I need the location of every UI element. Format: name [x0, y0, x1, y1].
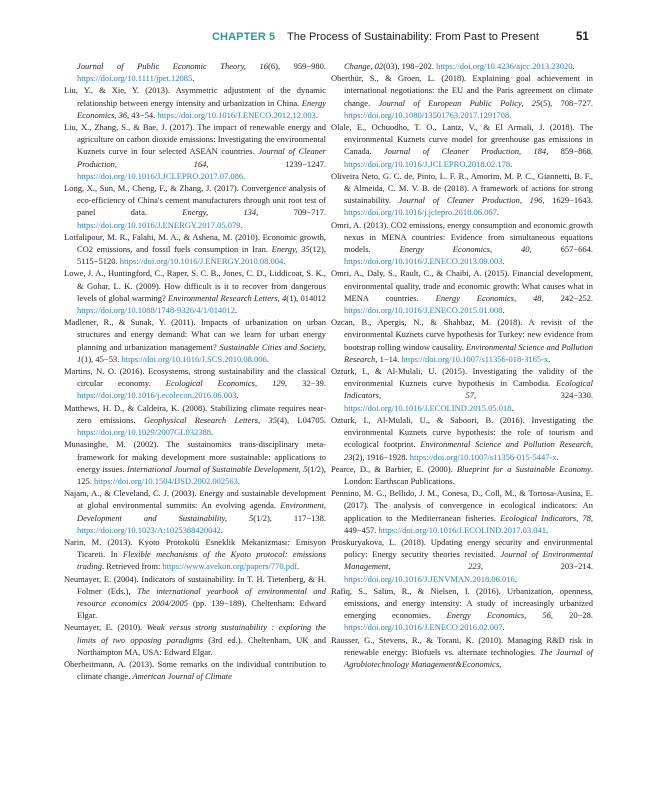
reference-details: , 449−457. — [344, 512, 593, 535]
reference-entry — [331, 634, 593, 671]
reference-details: , 859−868. — [546, 146, 593, 157]
reference-source: Energy, 134 — [182, 207, 257, 218]
reference-doi-link[interactable]: https://doi.org/10.1504/IJSD.2002.002563 — [94, 475, 238, 486]
reference-text: Proskuryakova, L. (2018). Updating energy security and environmental policy: Energy security theories revisited. — [331, 536, 593, 560]
reference-source: Journal of Cleaner Production, 184 — [383, 146, 547, 157]
chapter-label: CHAPTER 5 — [212, 31, 276, 43]
reference-entry — [64, 316, 326, 365]
reference-entry — [64, 536, 326, 573]
reference-source: Environmental Science and Pollution Research, 23 — [344, 439, 593, 462]
reference-source: Journal of Environmental Management, 223 — [344, 549, 593, 572]
reference-end: . — [572, 61, 575, 71]
reference-source: International Journal of Sustainable Development, 5 — [127, 463, 308, 474]
reference-end: . — [511, 402, 514, 413]
reference-doi-link[interactable]: https://doi.org/10.4236/ajcc.2013.23020 — [436, 61, 573, 71]
reference-doi-link[interactable]: https://doi.org/10.1088/1748-9326/4/1/014012 — [77, 305, 236, 316]
reference-entry — [64, 84, 326, 121]
reference-details: (1), 014012 — [286, 292, 326, 303]
reference-details: (4), L04705. — [277, 414, 326, 425]
reference-doi-link[interactable]: https://doi.org/10.1016/j.jclepro.2018.06.067 — [344, 207, 497, 218]
reference-end: . — [546, 524, 549, 535]
reference-text: Matthews, H. D., & Caldeira, K. (2008). Stabilizing climate requires near-zero emissions. — [64, 402, 326, 425]
page-header — [0, 31, 648, 47]
reference-details: (1/2), 117−138. — [253, 512, 326, 523]
reference-text: Lotfalipour, M. R., Falahi, M. A., & Ashena, M. (2010). Economic growth, CO2 emissions, and fossil fuels consumption in Iran. — [64, 231, 326, 255]
reference-source: Ecological Indicators, 57 — [344, 378, 593, 401]
reference-entry — [331, 121, 593, 170]
reference-entry — [331, 585, 593, 634]
reference-details: (03), 198−202. — [383, 61, 437, 71]
reference-entry — [64, 231, 326, 268]
reference-source: Energy Economics, 36 — [77, 97, 326, 120]
reference-end: . — [237, 475, 241, 486]
reference-entry — [64, 487, 326, 536]
reference-end: . — [235, 305, 238, 316]
reference-details: , 1239−1247. — [206, 158, 327, 169]
page-number: 51 — [576, 31, 589, 43]
reference-source: Ecological Economics, 129 — [165, 378, 285, 389]
reference-end: . — [502, 622, 505, 633]
reference-details: (12), 5115−5120. — [77, 244, 326, 267]
reference-details: , 709−717. — [256, 207, 326, 218]
reference-details: , 32−39. — [284, 378, 327, 389]
reference-details: (pp. 139−189). Cheltenham: Edward Elgar. — [77, 597, 326, 621]
reference-entry — [331, 463, 593, 487]
reference-entry — [64, 267, 326, 316]
left-reference-column — [64, 60, 326, 682]
reference-end: . — [220, 524, 224, 535]
reference-entry — [64, 658, 326, 682]
reference-source: American Journal of Climate — [132, 671, 232, 682]
reference-source: Journal of Public Economic Theory, 16 — [77, 61, 269, 71]
reference-end: . — [509, 109, 512, 120]
reference-entry — [64, 365, 326, 402]
reference-details: , 657−664. — [529, 244, 594, 255]
reference-entry — [331, 72, 593, 121]
reference-source: Journal of European Public Policy, 25 — [378, 97, 541, 108]
reference-source: Geophysical Research Letters, 35 — [143, 414, 278, 425]
reference-source: The international yearbook of environmental and resource economics 2004/2005 — [77, 585, 326, 608]
reference-text: Liu, X., Zhang, S., & Bae, J. (2017). The impact of renewable energy and agriculture on carbon dioxide emissions: Investigating the environmental Kuznets curve in four selected ASEAN countries. — [64, 122, 326, 157]
reference-text: Ozturk, I., Al-Mulali, U., & Saboori, B. (2016). Investigating the environmental Kuznets curve hypothesis: the role of tourism and ecological footprint. — [331, 414, 593, 450]
chapter-title: The Process of Sustainability: From Past to Present — [287, 31, 539, 43]
reference-end: . — [315, 109, 318, 120]
reference-doi-link[interactable]: https://doi.org/10.1016/J.ENECO.2013.09.003 — [344, 256, 503, 267]
reference-source: Energy Economics, 48 — [435, 292, 542, 303]
reference-text: Neumayer, E. (2004). Indicators of sustainability. In T. H. Tietenberg, & H. Folmer (Eds.), — [64, 573, 326, 596]
reference-doi-link[interactable]: https://doi.org/10.1111/jpet.12085 — [77, 73, 193, 84]
reference-source: Environmental Research Letters, 4 — [168, 292, 287, 303]
reference-end: . — [502, 256, 505, 267]
reference-text: Ozturk, I., & Al-Mulali, U. (2015). Investigating the validity of the environmental Kuznets curve hypothesis in Cambodia. — [331, 366, 593, 389]
reference-end: . — [502, 305, 505, 316]
reference-doi-link[interactable]: https://doi.org/10.1007/s11356-015-5447-x — [409, 451, 557, 462]
reference-details: (2), 1916−1928. — [352, 451, 410, 462]
reference-entry — [64, 182, 326, 231]
reference-text: Lowe, J. A., Huntingford, C., Raper, S. C. B., Jones, C. D., Liddicoat, S. K., & Gohar, L. K. (2009). How difficult is it to recover from dangerous levels of global warming? — [64, 268, 326, 303]
reference-text: Olale, E., Ochuodho, T. O., Lantz, V., & El Armali, J. (2018). The environmental Kuznets curve model for greenhouse gas emissions in Canada. — [331, 122, 593, 157]
reference-entry — [331, 219, 593, 268]
reference-details: (6), 959−980. — [268, 61, 326, 71]
reference-entry — [64, 621, 326, 658]
reference-text: Oliveira Neto, G. C. de, Pinto, L. F. R., Amorim, M. P. C., Giannetti, B. F., & Almeida, C. M. V. B. de (2018). A framework of actions for strong sustainability. — [331, 170, 593, 206]
reference-doi-link[interactable]: https://doi.org/10.1029/2007GL032388 — [77, 427, 211, 438]
reference-end: . — [236, 390, 239, 401]
reference-text: Madlener, R., & Sunak, Y. (2011). Impacts of urbanization on urban structures and energy demand: What can we learn for urban energy planning and urbanization management? — [64, 317, 326, 352]
reference-source: Journal of Cleaner Production, 164 — [77, 146, 326, 169]
reference-details: (1), 45−53. — [81, 353, 122, 364]
reference-end: . — [240, 219, 243, 230]
reference-doi-link[interactable]: https://www.avekon.org/papers/770.pdf — [162, 561, 298, 572]
reference-entry — [64, 402, 326, 439]
reference-source: Journal of Cleaner Production, 196 — [398, 195, 543, 206]
reference-text: Ozcan, B., Apergis, N., & Shahbaz, M. (2018). A revisit of the environmental Kuznets curve hypothesis for Turkey: new evidence from bootstrap rolling window causality. — [331, 317, 593, 352]
reference-end: . — [496, 207, 499, 218]
reference-source: Blueprint for a Sustainable Economy — [456, 463, 591, 474]
reference-entry — [331, 487, 593, 536]
reference-entry — [64, 60, 326, 84]
reference-end: . — [548, 353, 551, 364]
reference-details: , 203−214. — [480, 561, 593, 572]
reference-entry — [331, 414, 593, 463]
reference-details: , 20−28. — [550, 610, 594, 621]
reference-end: . — [243, 170, 246, 181]
reference-doi-link[interactable]: https://doi.org/10.1016/J.SCS.2010.08.006 — [121, 353, 267, 364]
reference-doi-link[interactable]: https://doi.org/10.1016/J.ENECO.2015.01.008 — [344, 305, 503, 316]
reference-entry — [331, 60, 593, 72]
reference-doi-link[interactable]: https://doi.org/10.1016/J.ECOLIND.2017.03.041 — [378, 524, 547, 535]
reference-details: , 1629−1643. — [542, 195, 594, 206]
reference-source: Environment, Development and Sustainability, 5 — [77, 500, 326, 523]
reference-text: Rafiq, S., Salim, R., & Nielsen, I. (2016). Urbanization, openness, emissions, and energy intensity: A study of increasingly urbanized emerging economies. — [331, 585, 593, 621]
reference-text: Martins, N. O. (2016). Ecosystems, strong sustainability and the classical circular economy. — [64, 366, 326, 389]
reference-details: , 43−54. — [127, 109, 158, 120]
reference-source: Ecological Indicators, 78 — [500, 512, 591, 523]
reference-end: . — [556, 451, 559, 462]
reference-details: . Retrieved from: — [102, 561, 163, 572]
reference-entry — [331, 267, 593, 316]
reference-text: Pennino, M. G., Bellido, J. M., Conesa, D., Coll, M., & Tortosa-Ausina, E. (2017). The analysis of convergence in ecological indicators: An application to the Mediterranean fisheries. — [331, 488, 593, 523]
reference-text: Najam, A., & Cleveland, C. J. (2003). Energy and sustainable development at global environmental summits: An evolving agenda. — [64, 488, 326, 511]
reference-details: . London: Earthscan Publications. — [344, 463, 593, 486]
reference-details: , 324−330. — [474, 390, 593, 401]
reference-text: Pearce, D., & Barbier, E. (2000). — [331, 463, 457, 474]
reference-end: . — [514, 573, 517, 584]
reference-text: Neumayer, E. (2010). — [64, 622, 147, 633]
reference-end: . — [283, 256, 286, 267]
reference-source: Weak versus strong sustainability : exploring the limits of two opposing paradigms — [77, 622, 327, 645]
reference-doi-link[interactable]: https://doi.org/10.1007/s11356-018-3165-x — [401, 353, 549, 364]
reference-entry — [64, 573, 326, 622]
reference-end: . — [266, 353, 269, 364]
reference-end: . — [210, 427, 214, 438]
reference-doi-link[interactable]: https://doi.org/10.1016/j.ecolecon.2016.06.003 — [77, 390, 237, 401]
reference-end: . — [510, 158, 513, 169]
reference-details: (1/2), 125. — [77, 463, 327, 486]
reference-source: Environmental Science and Pollution Research — [344, 341, 593, 364]
reference-text: Long, X., Sun, M., Cheng, F., & Zhang, J. (2017). Convergence analysis of eco-efficiency of China's cement manufacturers through unit root test of panel data. — [64, 183, 326, 218]
reference-text: Narin, M. (2013). Kyoto Protokolü Esneklik Mekanizması: Emisyon Ticareti. In — [64, 536, 326, 560]
reference-entry — [64, 438, 326, 487]
reference-details: (5), 708−727. — [540, 97, 593, 108]
reference-text: Oberthür, S., & Groen, L. (2018). Explaining goal achievement in international negotiations: the EU and the Paris agreement on climate change. — [331, 73, 593, 108]
reference-source: Sustainable Cities and Society, 1 — [77, 341, 326, 364]
reference-source: Energy Economics, 56 — [446, 610, 551, 621]
reference-entry — [331, 365, 593, 414]
reference-source: Flexible mechanisms of the Kyoto protocol: emissions trading — [77, 549, 326, 572]
reference-source: Energy, 35 — [271, 244, 310, 255]
reference-source: Energy Economics, 40 — [399, 244, 530, 255]
reference-doi-link[interactable]: https://doi.org/10.1016/J.ENECO.2012.12.003 — [157, 109, 316, 120]
reference-source: The Journal of Agrobiotechnology Management&Economics, — [344, 646, 593, 669]
reference-end: . — [192, 73, 195, 84]
reference-text: Munasinghe, M. (2002). The sustainomics trans-disciplinary meta-framework for making development more sustainable: applications to energy issues. — [64, 439, 326, 474]
reference-doi-link[interactable]: https://doi.org/10.1016/J.JENVMAN.2018.06.016 — [344, 573, 515, 584]
reference-doi-link[interactable]: https://doi.org/10.1023/A:1025388420042 — [77, 524, 221, 535]
reference-text: Rausser, G., Stevens, R., & Torani, K. (2010). Managing R&D risk in renewable energy: Biofuels vs. alternate technologies. — [331, 634, 593, 657]
reference-entry — [331, 316, 593, 365]
reference-doi-link[interactable]: https://doi.org/10.1016/J.JCLEPRO.2017.07.086 — [77, 170, 244, 181]
right-reference-column — [331, 60, 593, 670]
reference-details: (3rd ed.). Cheltenham, UK and Northampton MA, USA: Edward Elgar. — [77, 634, 326, 657]
reference-doi-link[interactable]: https://doi.org/10.1016/J.ENECO.2016.02.007 — [344, 622, 503, 633]
reference-doi-link[interactable]: https://doi.org/10.1016/J.ENERGY.2017.05.079 — [77, 219, 241, 230]
reference-text: Omri, A., Daly, S., Rault, C., & Chaibi, A. (2015). Financial development, environmental quality, trade and economic growth: What causes what in MENA countries. — [331, 268, 593, 303]
reference-doi-link[interactable]: https://doi.org/10.1016/J.JCLEPRO.2018.02.178 — [344, 158, 511, 169]
reference-text: Omri, A. (2013). CO2 emissions, energy consumption and economic growth nexus in MENA countries: Evidence from simultaneous equations models. — [331, 219, 593, 255]
reference-text: Oberheitmann, A. (2013). Some remarks on the individual contribution to climate change. — [64, 658, 326, 682]
reference-source: Change, 02 — [344, 61, 384, 71]
reference-details: , 242−252. — [541, 292, 593, 303]
reference-doi-link[interactable]: https://doi.org/10.1016/J.ENERGY.2010.08.004 — [119, 256, 284, 267]
reference-entry — [331, 170, 593, 219]
reference-entry — [64, 121, 326, 182]
reference-details: , 1−14. — [375, 353, 402, 364]
reference-end: . — [297, 561, 300, 572]
reference-doi-link[interactable]: https://doi.org/10.1016/J.ECOLIND.2015.05.018 — [344, 402, 512, 413]
reference-entry — [331, 536, 593, 585]
reference-doi-link[interactable]: https://doi.org/10.1080/13501763.2017.1291708 — [344, 109, 510, 120]
reference-text: Liu, Y., & Xie, Y. (2013). Asymmetric adjustment of the dynamic relationship between energy intensity and urbanization in China. — [64, 85, 326, 108]
